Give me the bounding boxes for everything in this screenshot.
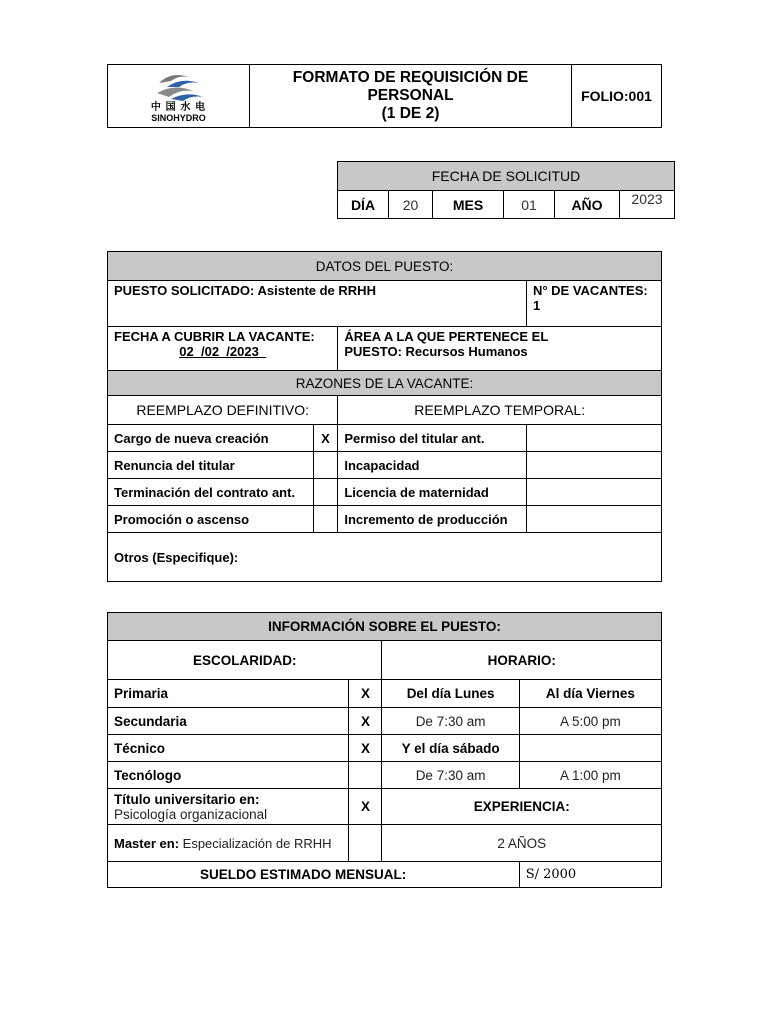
- reason-left-label: Terminación del contrato ant.: [108, 479, 314, 506]
- reason-row: [108, 452, 662, 479]
- reason-right-label: Licencia de maternidad: [338, 479, 527, 506]
- master-checkbox[interactable]: [349, 825, 382, 862]
- vacantes-value: 1: [532, 298, 541, 313]
- dia-label: DÍA: [338, 191, 389, 219]
- titulo-label: Título universitario en:: [114, 791, 260, 807]
- hora-desde-field[interactable]: De 7:30 am: [382, 708, 519, 735]
- info-heading: INFORMACIÓN SOBRE EL PUESTO:: [108, 613, 662, 641]
- logo-chinese-text: 中 国 水 电: [150, 101, 207, 113]
- tecnologo-label: Tecnólogo: [108, 762, 349, 789]
- reason-row: [108, 506, 662, 533]
- razones-heading: RAZONES DE LA VACANTE:: [108, 371, 662, 396]
- fecha-cubrir-value: 02_/02_/2023_: [179, 344, 267, 359]
- tecnologo-checkbox[interactable]: [349, 762, 382, 789]
- form-title-line2: PERSONAL: [367, 87, 454, 104]
- tecnico-checkbox[interactable]: X: [349, 735, 382, 762]
- sabado-desde-field[interactable]: De 7:30 am: [382, 762, 519, 789]
- datos-puesto-table: [107, 251, 662, 582]
- reason-left-label: Renuncia del titular: [108, 452, 314, 479]
- reason-left-label: Promoción o ascenso: [108, 506, 314, 533]
- definitivo-heading: REEMPLAZO DEFINITIVO:: [108, 396, 338, 425]
- area-cell[interactable]: [338, 327, 662, 371]
- vacantes-cell[interactable]: [526, 281, 661, 327]
- reason-left-checkbox[interactable]: X: [313, 425, 338, 452]
- primaria-checkbox[interactable]: X: [349, 680, 382, 708]
- area-line1: ÁREA A LA QUE PERTENECE EL: [344, 329, 549, 344]
- reason-right-label: Permiso del titular ant.: [338, 425, 527, 452]
- escolaridad-heading: ESCOLARIDAD:: [108, 641, 382, 680]
- del-dia-label: Del día Lunes: [382, 680, 519, 708]
- titulo-value: Psicología organizacional: [114, 806, 268, 822]
- fecha-heading: FECHA DE SOLICITUD: [338, 162, 675, 191]
- primaria-label: Primaria: [108, 680, 349, 708]
- reason-row: [108, 479, 662, 506]
- reason-right-checkbox[interactable]: [526, 506, 661, 533]
- anio-field[interactable]: 2023: [620, 191, 675, 219]
- area-line2: PUESTO: Recursos Humanos: [344, 344, 528, 359]
- titulo-checkbox[interactable]: X: [349, 789, 382, 825]
- titulo-cell[interactable]: [108, 789, 349, 825]
- reason-right-checkbox[interactable]: [526, 479, 661, 506]
- vacantes-label: N° DE VACANTES:: [532, 283, 648, 298]
- fecha-solicitud-table: [337, 161, 675, 219]
- al-dia-label: Al día Viernes: [519, 680, 661, 708]
- experiencia-value[interactable]: 2 AÑOS: [382, 825, 662, 862]
- experiencia-heading: EXPERIENCIA:: [382, 789, 662, 825]
- master-label: Master en:: [114, 835, 180, 851]
- fecha-cubrir-cell[interactable]: [108, 327, 338, 371]
- form-title-line1: FORMATO DE REQUISICIÓN DE: [292, 69, 529, 86]
- secundaria-checkbox[interactable]: X: [349, 708, 382, 735]
- tecnico-label: Técnico: [108, 735, 349, 762]
- reason-right-checkbox[interactable]: [526, 452, 661, 479]
- sabado-label: Y el día sábado: [382, 735, 519, 762]
- reason-row: [108, 425, 662, 452]
- sueldo-field[interactable]: S/ 2000: [519, 862, 661, 888]
- secundaria-label: Secundaria: [108, 708, 349, 735]
- logo-english-text: SINOHYDRO: [151, 112, 206, 123]
- reason-left-checkbox[interactable]: [313, 452, 338, 479]
- sabado-hasta-field[interactable]: A 1:00 pm: [519, 762, 661, 789]
- datos-heading: DATOS DEL PUESTO:: [108, 252, 662, 281]
- dia-field[interactable]: 20: [389, 191, 433, 219]
- puesto-solicitado[interactable]: PUESTO SOLICITADO: Asistente de RRHH: [108, 281, 527, 327]
- form-title-line3: (1 DE 2): [381, 105, 440, 122]
- reason-right-label: Incremento de producción: [338, 506, 527, 533]
- sueldo-label: SUELDO ESTIMADO MENSUAL:: [108, 862, 520, 888]
- sinohydro-logo-icon: [149, 69, 209, 103]
- otros-field[interactable]: Otros (Especifique):: [108, 533, 662, 582]
- anio-label: AÑO: [555, 191, 620, 219]
- logo-cell: [108, 65, 250, 128]
- form-title: [250, 65, 572, 128]
- master-value: Especialización de RRHH: [182, 835, 332, 851]
- master-cell[interactable]: [108, 825, 349, 862]
- hora-hasta-field[interactable]: A 5:00 pm: [519, 708, 661, 735]
- reason-right-label: Incapacidad: [338, 452, 527, 479]
- mes-label: MES: [433, 191, 504, 219]
- sabado-empty-cell: [519, 735, 661, 762]
- fecha-cubrir-label: FECHA A CUBRIR LA VACANTE:: [114, 329, 315, 344]
- folio-cell: FOLIO:001: [572, 65, 662, 128]
- reason-left-checkbox[interactable]: [313, 479, 338, 506]
- temporal-heading: REEMPLAZO TEMPORAL:: [338, 396, 662, 425]
- mes-field[interactable]: 01: [504, 191, 555, 219]
- horario-heading: HORARIO:: [382, 641, 662, 680]
- reason-right-checkbox[interactable]: [526, 425, 661, 452]
- header-table: [107, 64, 662, 128]
- info-puesto-table: [107, 612, 662, 888]
- reason-left-label: Cargo de nueva creación: [108, 425, 314, 452]
- reason-left-checkbox[interactable]: [313, 506, 338, 533]
